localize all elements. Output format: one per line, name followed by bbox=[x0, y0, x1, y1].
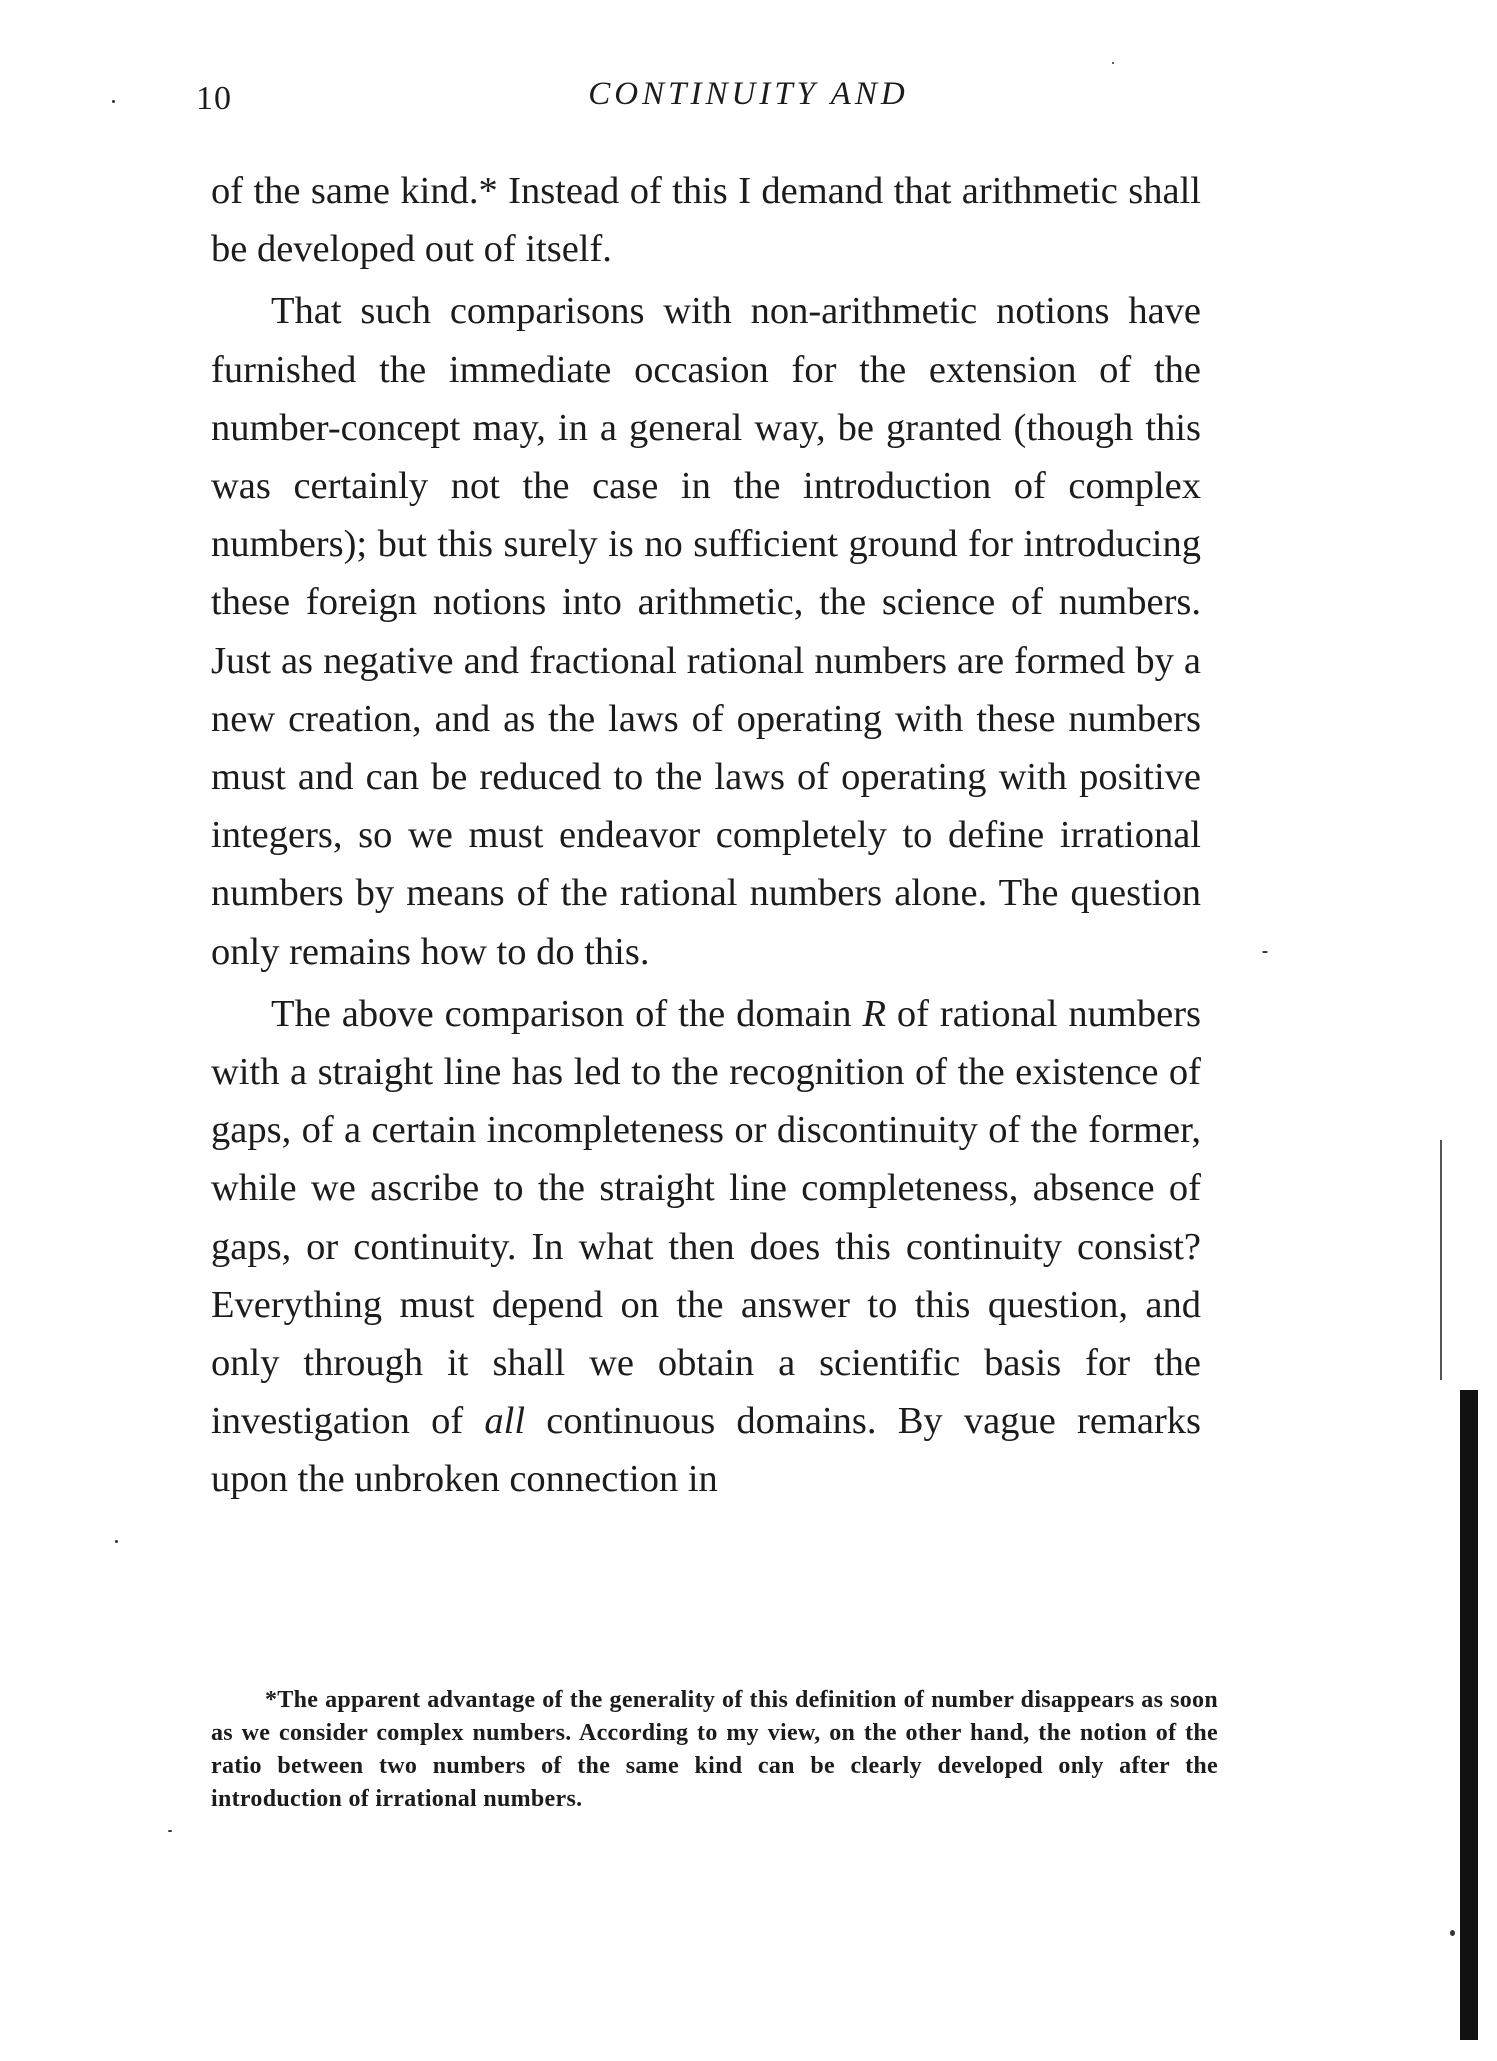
paragraph-3-part-b: of rational numbers with a straight line has led to the recognition of the existence of gaps, of a certain incompleteness or discontinuity of the former, while we ascribe to the straight line completeness, absence of gaps, or continuity. In what then does this continuity consist? Everything must depend on the answer to this question, and only through it shall we obtain a scientific basis for the investigation of bbox=[211, 992, 1202, 1443]
scan-speck bbox=[112, 100, 115, 103]
domain-variable: R bbox=[862, 992, 887, 1035]
running-title: CONTINUITY AND bbox=[588, 76, 909, 112]
paragraph-3-part-c: continuous domains. By vague remarks upon the unbroken connection in bbox=[211, 1400, 1202, 1501]
scan-speck bbox=[1262, 951, 1268, 953]
main-text bbox=[211, 162, 1201, 1509]
page-edge-shadow bbox=[1460, 1390, 1478, 2040]
scan-speck bbox=[1112, 62, 1114, 64]
paragraph-3 bbox=[211, 985, 1201, 1509]
scan-speck bbox=[168, 1830, 172, 1832]
emphasis-all: all bbox=[484, 1400, 526, 1443]
paragraph-continued: of the same kind.* Instead of this I demand that arithmetic shall be developed out of itself. bbox=[211, 170, 1201, 271]
scan-speck bbox=[1450, 1930, 1455, 1936]
footnote: *The apparent advantage of the generality of this definition of number disappears as soon as we consider complex numbers. According to my view, on the other hand, the notion of the ratio between two numbers of the same kind can be clearly developed only after the introduction of irrational numbers. bbox=[211, 1687, 1218, 1812]
paragraph-3-part-a: The above comparison of the domain bbox=[271, 992, 863, 1035]
paragraph-2: That such comparisons with non-arithmetic notions have furnished the immediate occasion for the extension of the number-concept may, in a general way, be granted (though this was certainly not the case in the introduction of complex numbers); but this surely is no sufficient ground for introducing these foreign notions into arithmetic, the science of numbers. Just as negative and fractional rational numbers are formed by a new creation, and as the laws of operating with these numbers must and can be reduced to the laws of operating with positive integers, so we must endeavor completely to define irrational numbers by means of the rational numbers alone. The question only remains how to do this. bbox=[211, 290, 1201, 973]
page-edge-shadow bbox=[1440, 1140, 1442, 1380]
page-number: 10 bbox=[196, 80, 232, 117]
scan-speck bbox=[115, 1540, 118, 1543]
